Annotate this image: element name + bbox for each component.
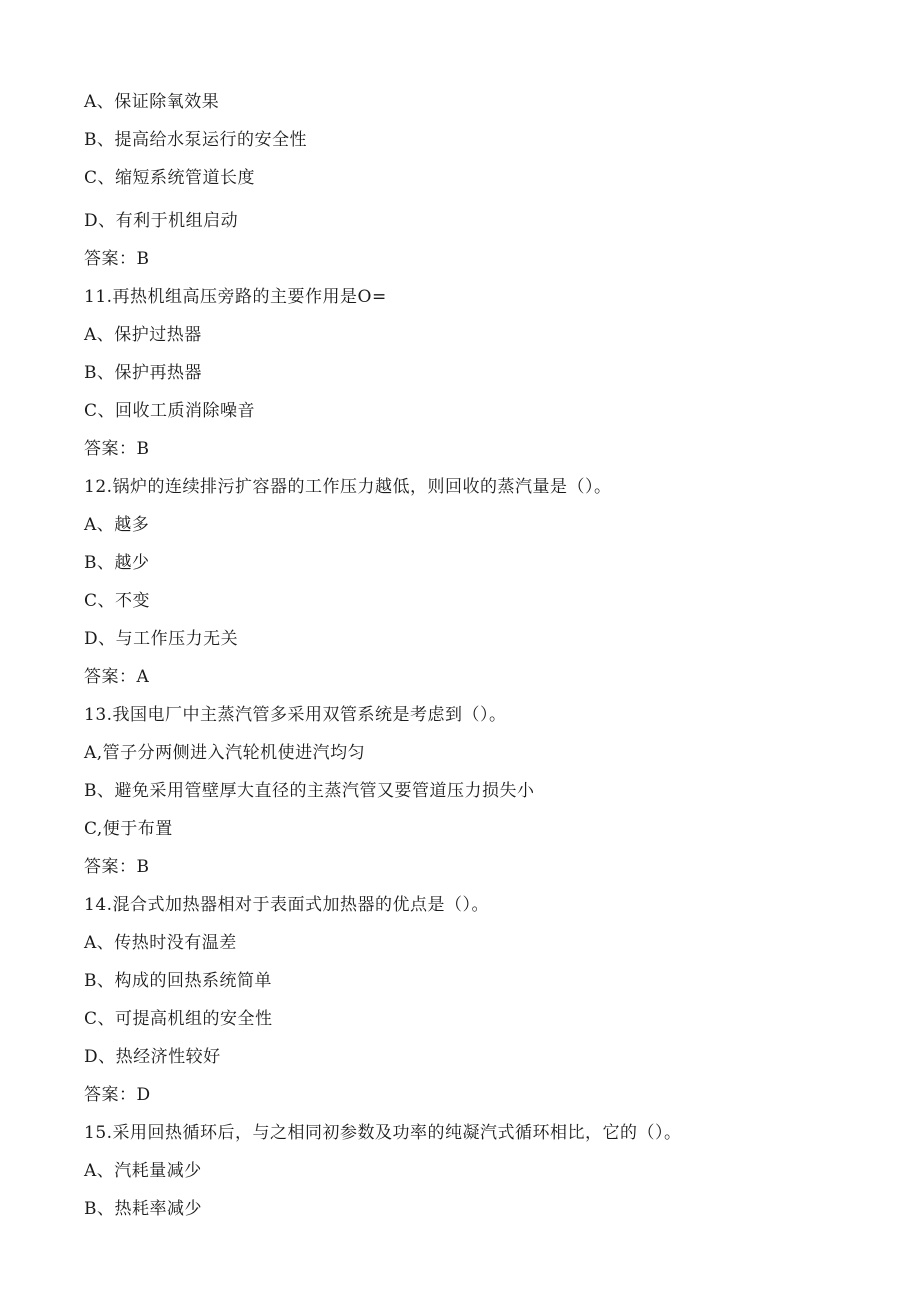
- option-d-line: D、与工作压力无关: [84, 629, 239, 649]
- option-c-line: C,便于布置: [84, 819, 173, 839]
- question-11: 11.再热机组高压旁路的主要作用是O=: [84, 287, 387, 307]
- answer-line: 答案：B: [84, 249, 150, 269]
- answer-line: 答案：B: [84, 857, 150, 877]
- option-b-line: B、保护再热器: [84, 363, 202, 383]
- option-b-line: B、提高给水泵运行的安全性: [84, 130, 307, 150]
- option-c-line: C、缩短系统管道长度: [84, 168, 256, 188]
- answer-line: 答案：A: [84, 667, 150, 687]
- option-d-line: D、有利于机组启动: [84, 211, 239, 231]
- question-15: 15.采用回热循环后，与之相同初参数及功率的纯凝汽式循环相比，它的（）。: [84, 1123, 682, 1143]
- option-a-line: A、传热时没有温差: [84, 933, 237, 953]
- question-12: 12.锅炉的连续排污扩容器的工作压力越低，则回收的蒸汽量是（）。: [84, 477, 612, 497]
- option-d-line: D、热经济性较好: [84, 1047, 221, 1067]
- option-b-line: B、越少: [84, 553, 150, 573]
- question-14: 14.混合式加热器相对于表面式加热器的优点是（）。: [84, 895, 490, 915]
- answer-line: 答案：D: [84, 1085, 151, 1105]
- option-c-line: C、回收工质消除噪音: [84, 401, 256, 421]
- option-c-line: C、可提高机组的安全性: [84, 1009, 273, 1029]
- question-13: 13.我国电厂中主蒸汽管多采用双管系统是考虑到（）。: [84, 705, 507, 725]
- option-a-line: A,管子分两侧进入汽轮机使进汽均匀: [84, 743, 366, 763]
- option-a-line: A、越多: [84, 515, 150, 535]
- option-a-line: A、汽耗量减少: [84, 1161, 202, 1181]
- option-b-line: B、避免采用管壁厚大直径的主蒸汽管又要管道压力损失小: [84, 781, 535, 801]
- option-a-line: A、保护过热器: [84, 325, 202, 345]
- option-c-line: C、不变: [84, 591, 151, 611]
- option-b-line: B、构成的回热系统简单: [84, 971, 272, 991]
- option-a-line: A、保证除氧效果: [84, 92, 220, 112]
- answer-line: 答案：B: [84, 439, 150, 459]
- option-b-line: B、热耗率减少: [84, 1199, 202, 1219]
